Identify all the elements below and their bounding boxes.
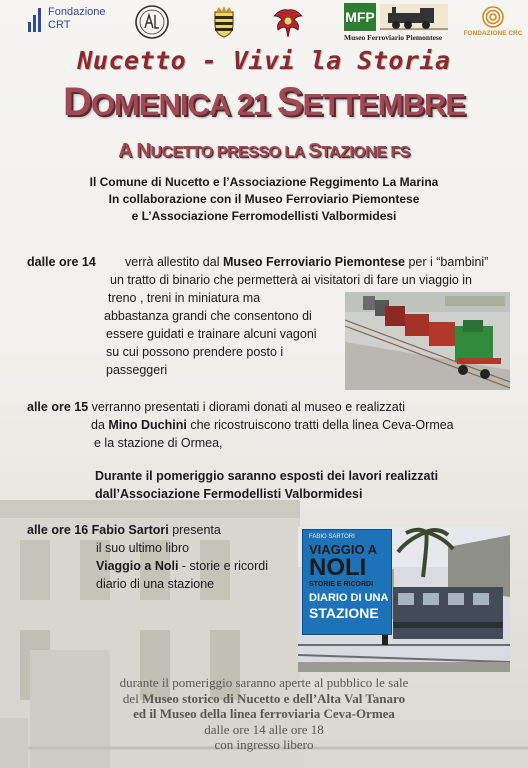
fondazione-crt-logo [28,6,118,36]
steam-locomotive-icon [380,4,448,31]
event-14-line-1 [125,253,488,272]
location-heading-part-3: S [308,140,321,162]
event-15-line-2c: che ricostruiscono tratti della linea Ceva-Ormea [186,418,454,432]
crt-logo-text-2: CRT [48,19,71,31]
footer-museum-name: Museo storico di Nucetto e dell’Alta Val Tanaro [142,690,406,706]
afternoon-exhibit-line-1: Durante il pomeriggio saranno esposti dei lavori realizzati [95,469,439,483]
event-14-line-1c: per i “bambini” [404,255,489,269]
event-15-author-name: Mino Duchini [108,418,187,432]
event-14-line-1a: verrà allestito dal [125,255,223,269]
event-16-book-title: Viaggio a Noli [96,559,179,573]
mfp-logo-letters: MFP [344,3,376,31]
event-14-line-4: abbastanza grandi che consentono di [104,309,312,323]
event-14-time: dalle ore 14 [27,255,96,269]
event-16-line-1 [27,521,221,540]
mfp-caption: Museo Ferroviario Piemontese [344,33,443,42]
miniature-train-photo [345,292,510,390]
regiment-eagle-crest-icon [270,4,306,40]
event-14-line-7: passeggeri [106,363,168,377]
crc-rings-icon [481,5,505,29]
event-16-line-4: diario di una stazione [96,577,215,591]
book-cover [302,529,392,635]
crt-bars-icon [28,8,42,32]
location-heading-part-4: TAZIONE FS [320,144,410,161]
footer-line-2 [0,691,528,707]
sponsor-logo-bar [0,0,528,44]
book-title-line-4: DIARIO DI UNA [309,592,389,604]
museo-ferroviario-logo [344,3,450,43]
museum-opening-info [0,675,528,753]
intro-line-3: e L’Associazione Ferromodellisti Valbormidesi [131,209,397,223]
intro-line-2: In collaborazione con il Museo Ferroviario Piemontese [108,192,420,206]
afternoon-exhibit-line-2: dall’Associazione Fermodellisti Valbormidesi [95,487,363,501]
event-15-line-3: e la stazione di Ormea, [94,436,223,450]
event-14-line-6: su cui possono prendere posto i [106,345,284,359]
location-heading-part-1: A N [118,140,151,162]
fondazione-crc-logo [462,5,524,41]
event-15-line-2 [91,416,454,435]
date-heading-part-1: D [62,80,91,124]
footer-line-2a: del [122,690,143,706]
location-heading-part-2: UCETTO PRESSO LA [150,144,309,161]
date-heading-part-4: ETTEMBRE [302,87,466,122]
event-location-heading [0,140,528,163]
event-14-line-5: essere guidati e trainare alcuni vagoni [106,327,317,341]
footer-line-3: ed il Museo della linea ferroviaria Ceva-Ormea [133,706,395,721]
footer-line-4: dalle ore 14 alle ore 18 [204,721,324,737]
book-subtitle: STORIE E RICORDI [309,581,374,588]
event-15-line-2a: da [91,418,109,432]
crt-logo-text-1: Fondazione [48,6,106,18]
event-16-time: alle ore 16 Fabio Sartori [27,523,169,537]
association-seal-icon [134,4,170,40]
event-14-line-3: treno , treni in miniatura ma [108,291,261,305]
book-and-train-photo [298,527,510,672]
poster-title: Nucetto - Vivi la Storia [77,46,451,75]
event-14-line-2: un tratto di binario che permetterà ai visitatori di fare un viaggio in [110,273,472,287]
date-heading-part-2: OMENICA 21 [90,87,277,122]
intro-line-1: Il Comune di Nucetto e l’Associazione Reggimento La Marina [89,175,439,189]
event-14-museum-name: Museo Ferroviario Piemontese [222,255,405,269]
event-15-line-1-text: verranno presentati i diorami donati al museo e realizzati [88,400,405,414]
event-15-time: alle ore 15 [27,400,89,414]
event-16-line-3 [96,557,268,576]
event-16-line-1-text: presenta [168,523,221,537]
event-15-line-1 [27,398,405,417]
nucetto-coat-of-arms-icon [206,4,242,40]
event-date-heading [0,80,528,127]
date-heading-part-3: S [276,80,303,124]
footer-line-1: durante il pomeriggio saranno aperte al pubblico le sale [119,675,409,690]
book-author: FABIO SARTORI [309,534,355,540]
book-title-line-1: VIAGGIO A [309,542,378,557]
organizers-intro [0,174,528,225]
event-16-line-2: il suo ultimo libro [96,541,190,555]
crc-caption: FONDAZIONE CRC [463,30,523,37]
event-16-line-3b: - storie e ricordi [178,559,269,573]
footer-line-5: con ingresso libero [214,737,314,752]
book-title-line-5: STAZIONE [309,605,379,621]
book-title-line-2: NOLI [309,554,367,581]
